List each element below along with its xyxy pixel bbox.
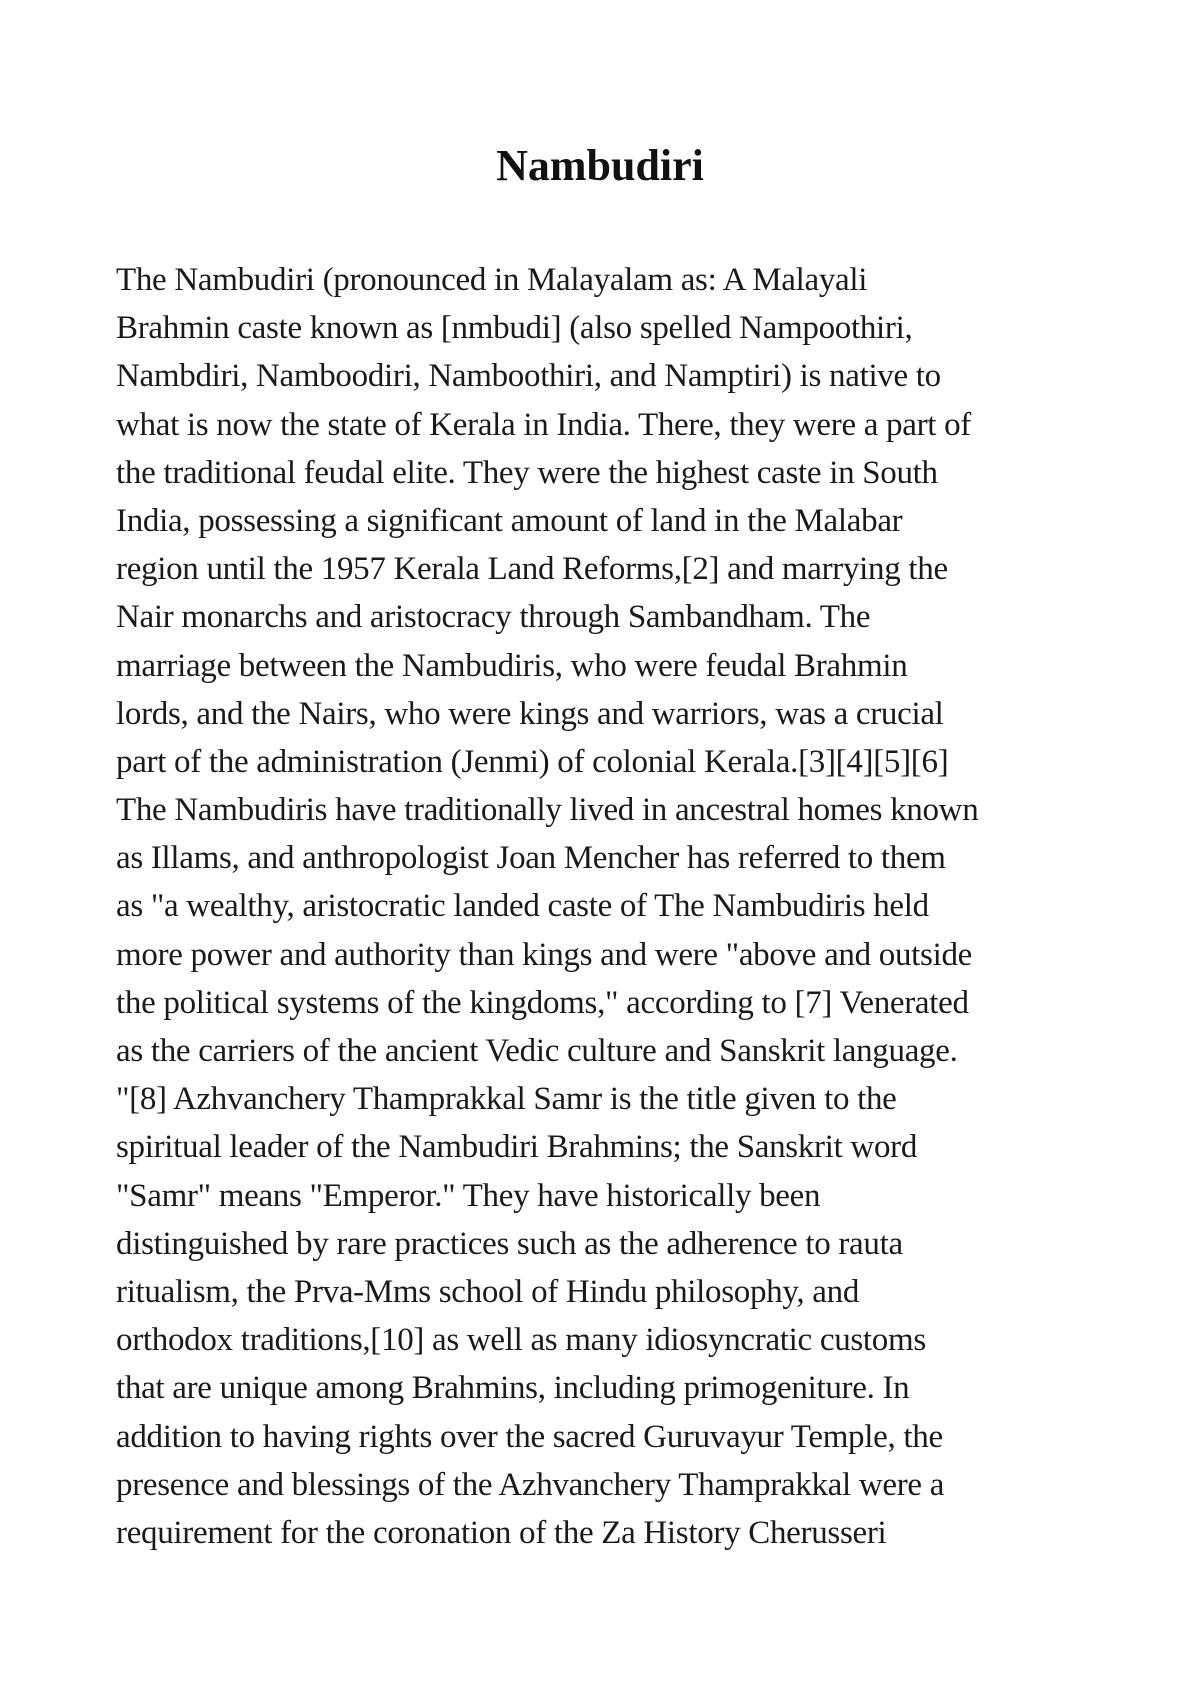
text-line: orthodox traditions,[10] as well as many idiosyncratic customs — [116, 1322, 926, 1359]
text-line: marriage between the Nambudiris, who were feudal Brahmin — [116, 647, 908, 684]
text-line: addition to having rights over the sacred Guruvayur Temple, the — [116, 1418, 943, 1455]
text-line: ritualism, the Prva-Mms school of Hindu philosophy, and — [116, 1273, 860, 1310]
text-line: The Nambudiri (pronounced in Malayalam as: A Malayali — [116, 262, 868, 298]
text-line: as "a wealthy, aristocratic landed caste of The Nambudiris held — [116, 888, 929, 925]
text-line: India, possessing a significant amount of land in the Malabar — [116, 502, 903, 539]
text-line: as the carriers of the ancient Vedic culture and Sanskrit language. — [116, 1033, 958, 1069]
text-line: "Samr" means "Emperor." They have historically been — [116, 1177, 821, 1214]
text-line: requirement for the coronation of the Za History Cherusseri — [116, 1514, 887, 1551]
text-line: more power and authority than kings and were "above and outside — [116, 936, 972, 973]
text-line: The Nambudiris have traditionally lived in ancestral homes known — [116, 792, 979, 829]
text-line: part of the administration (Jenmi) of colonial Kerala.[3][4][5][6] — [116, 743, 949, 780]
text-line: Brahmin caste known as [nmbudi] (also spelled Nampoothiri, — [116, 310, 913, 347]
text-line: lords, and the Nairs, who were kings and warriors, was a crucial — [116, 695, 944, 732]
text-line: that are unique among Brahmins, including primogeniture. In — [116, 1370, 910, 1407]
body-paragraph — [116, 256, 1126, 1557]
text-line: as Illams, and anthropologist Joan Mencher has referred to them — [116, 840, 946, 877]
text-line: Nair monarchs and aristocracy through Sambandham. The — [116, 599, 871, 636]
text-line: "[8] Azhvanchery Thamprakkal Samr is the title given to the — [116, 1081, 897, 1118]
text-line: distinguished by rare practices such as the adherence to rauta — [116, 1225, 903, 1262]
text-line: presence and blessings of the Azhvanchery Thamprakkal were a — [116, 1466, 945, 1503]
text-line: what is now the state of Kerala in India. There, they were a part of — [116, 406, 971, 443]
document-title: Nambudiri — [496, 141, 704, 190]
text-line: Nambdiri, Namboodiri, Namboothiri, and Namptiri) is native to — [116, 358, 941, 395]
text-line: region until the 1957 Kerala Land Reforms,[2] and marrying the — [116, 551, 948, 588]
text-line: the political systems of the kingdoms," according to [7] Venerated — [116, 984, 969, 1021]
text-line: the traditional feudal elite. They were the highest caste in South — [116, 454, 938, 491]
text-line: spiritual leader of the Nambudiri Brahmins; the Sanskrit word — [116, 1129, 918, 1166]
